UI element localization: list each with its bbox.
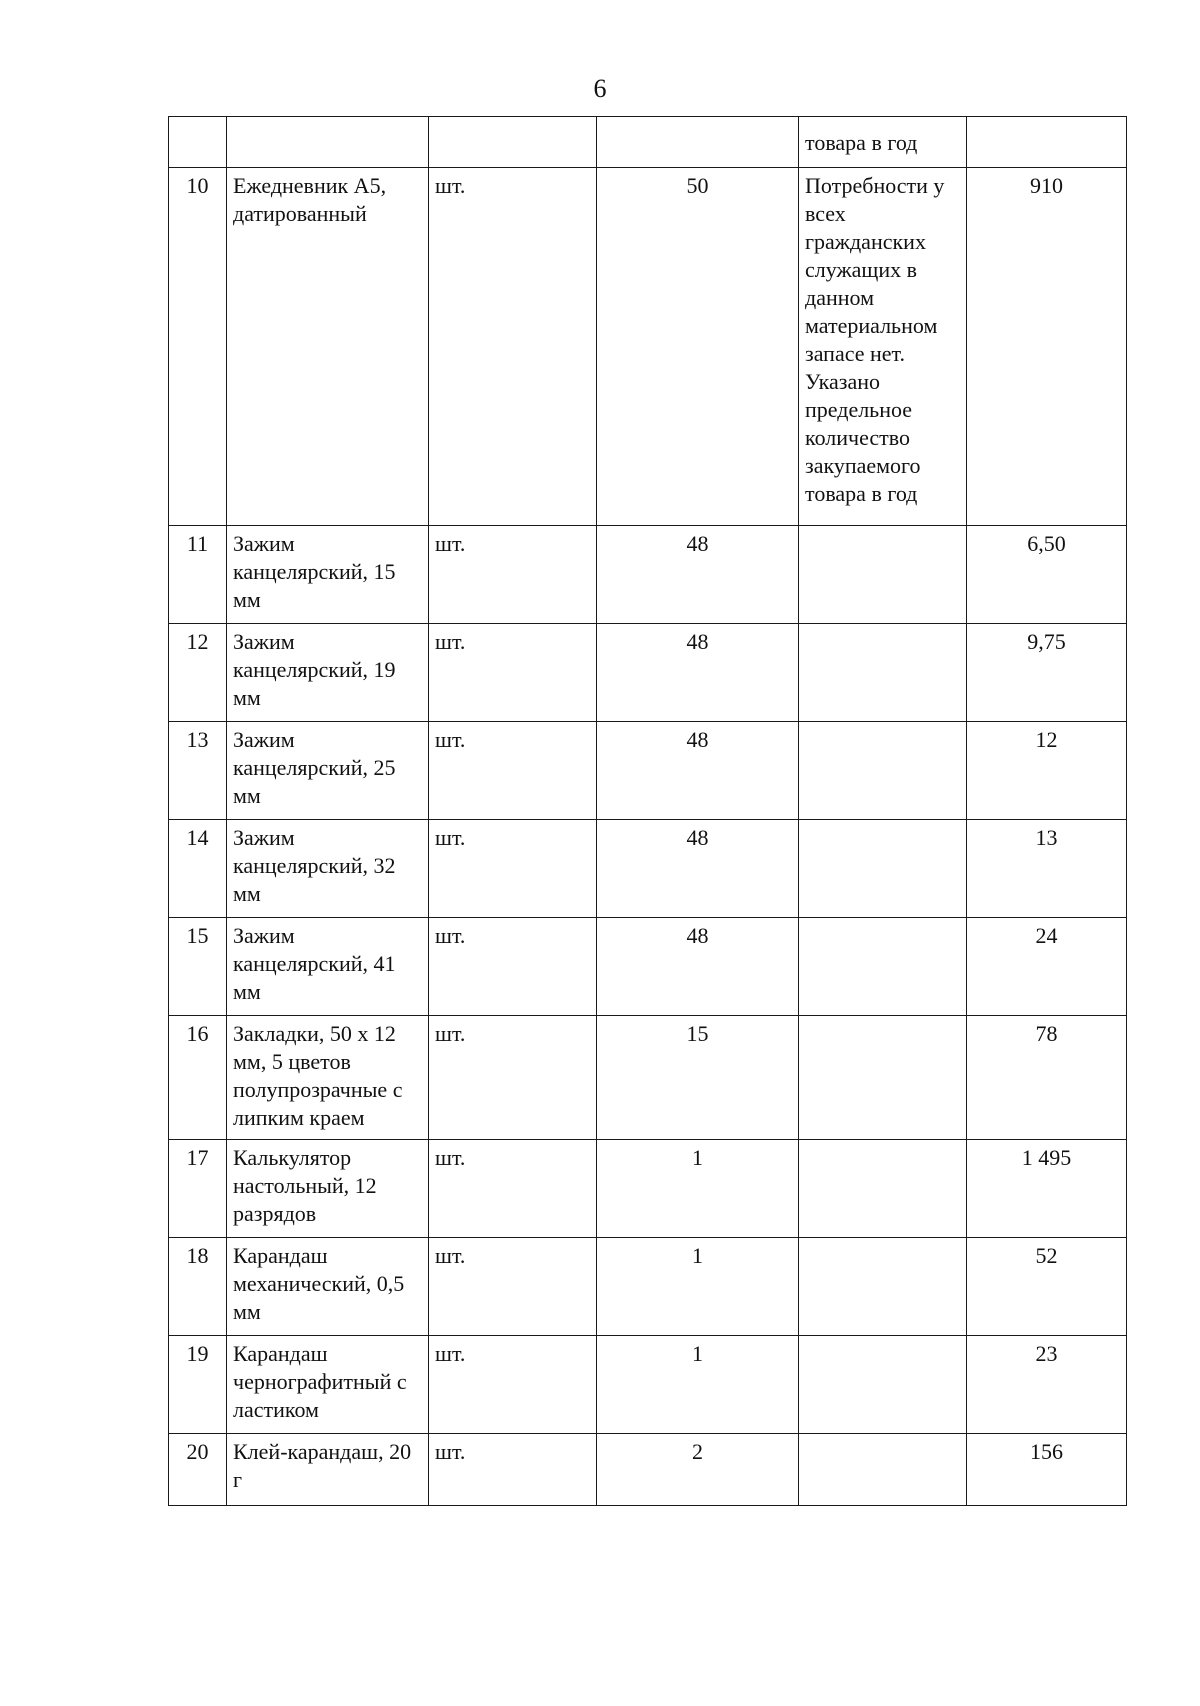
price-cell: 6,50 [967, 526, 1127, 624]
unit-cell: шт. [429, 624, 597, 722]
quantity-cell: 48 [597, 624, 799, 722]
table-row [169, 1238, 1127, 1336]
row-number-cell: 13 [169, 722, 227, 820]
row-number-cell: 11 [169, 526, 227, 624]
price-cell: 24 [967, 918, 1127, 1016]
unit-cell: шт. [429, 1016, 597, 1140]
row-number-cell: 20 [169, 1434, 227, 1506]
note-cell [799, 1434, 967, 1506]
goods-table [168, 116, 1127, 1506]
item-name-cell: Карандаш механический, 0,5 мм [227, 1238, 429, 1336]
price-cell: 156 [967, 1434, 1127, 1506]
item-name-cell: Зажим канцелярский, 25 мм [227, 722, 429, 820]
table-row [169, 1016, 1127, 1140]
note-cell: товара в год [799, 117, 967, 168]
row-number-cell: 17 [169, 1140, 227, 1238]
table-row [169, 1336, 1127, 1434]
quantity-cell: 48 [597, 526, 799, 624]
unit-cell: шт. [429, 918, 597, 1016]
price-cell: 13 [967, 820, 1127, 918]
unit-cell: шт. [429, 820, 597, 918]
quantity-cell: 15 [597, 1016, 799, 1140]
item-name-cell: Карандаш чернографитный с ластиком [227, 1336, 429, 1434]
quantity-cell: 48 [597, 918, 799, 1016]
continuation-row [169, 117, 1127, 168]
note-cell [799, 624, 967, 722]
table-row [169, 918, 1127, 1016]
note-cell [799, 722, 967, 820]
note-cell [799, 1140, 967, 1238]
unit-cell: шт. [429, 526, 597, 624]
price-cell: 23 [967, 1336, 1127, 1434]
row-number-cell: 14 [169, 820, 227, 918]
price-cell: 78 [967, 1016, 1127, 1140]
quantity-cell: 1 [597, 1336, 799, 1434]
unit-cell: шт. [429, 1140, 597, 1238]
page-number: 6 [593, 74, 607, 103]
unit-cell: шт. [429, 1336, 597, 1434]
unit-cell: шт. [429, 722, 597, 820]
row-number-cell [169, 117, 227, 168]
price-cell: 52 [967, 1238, 1127, 1336]
quantity-cell: 48 [597, 820, 799, 918]
note-cell [799, 1016, 967, 1140]
row-number-cell: 15 [169, 918, 227, 1016]
quantity-cell: 2 [597, 1434, 799, 1506]
unit-cell: шт. [429, 1238, 597, 1336]
price-cell: 12 [967, 722, 1127, 820]
quantity-cell: 1 [597, 1238, 799, 1336]
unit-cell: шт. [429, 168, 597, 526]
quantity-cell [597, 117, 799, 168]
table-row [169, 1434, 1127, 1506]
note-cell [799, 1336, 967, 1434]
unit-cell: шт. [429, 1434, 597, 1506]
item-name-cell: Калькулятор настольный, 12 разрядов [227, 1140, 429, 1238]
note-cell [799, 918, 967, 1016]
quantity-cell: 50 [597, 168, 799, 526]
row-number-cell: 10 [169, 168, 227, 526]
quantity-cell: 48 [597, 722, 799, 820]
item-name-cell: Зажим канцелярский, 32 мм [227, 820, 429, 918]
price-cell: 1 495 [967, 1140, 1127, 1238]
item-name-cell: Ежедневник А5, датированный [227, 168, 429, 526]
note-cell [799, 526, 967, 624]
note-cell [799, 820, 967, 918]
item-name-cell: Клей-карандаш, 20 г [227, 1434, 429, 1506]
item-name-cell: Закладки, 50 х 12 мм, 5 цветов полупрозрачные с липким краем [227, 1016, 429, 1140]
row-number-cell: 12 [169, 624, 227, 722]
table-row [169, 526, 1127, 624]
table-row [169, 624, 1127, 722]
table-row [169, 722, 1127, 820]
table-row [169, 820, 1127, 918]
row-number-cell: 18 [169, 1238, 227, 1336]
price-cell [967, 117, 1127, 168]
quantity-cell: 1 [597, 1140, 799, 1238]
unit-cell [429, 117, 597, 168]
item-name-cell: Зажим канцелярский, 19 мм [227, 624, 429, 722]
item-name-cell: Зажим канцелярский, 15 мм [227, 526, 429, 624]
row-number-cell: 19 [169, 1336, 227, 1434]
price-cell: 9,75 [967, 624, 1127, 722]
item-name-cell: Зажим канцелярский, 41 мм [227, 918, 429, 1016]
note-cell [799, 1238, 967, 1336]
table-row [169, 168, 1127, 526]
note-cell: Потребности у всех гражданских служащих в данном материальном запасе нет. Указано предельное количество закупаемого товара в год [799, 168, 967, 526]
item-name-cell [227, 117, 429, 168]
price-cell: 910 [967, 168, 1127, 526]
table-row [169, 1140, 1127, 1238]
row-number-cell: 16 [169, 1016, 227, 1140]
